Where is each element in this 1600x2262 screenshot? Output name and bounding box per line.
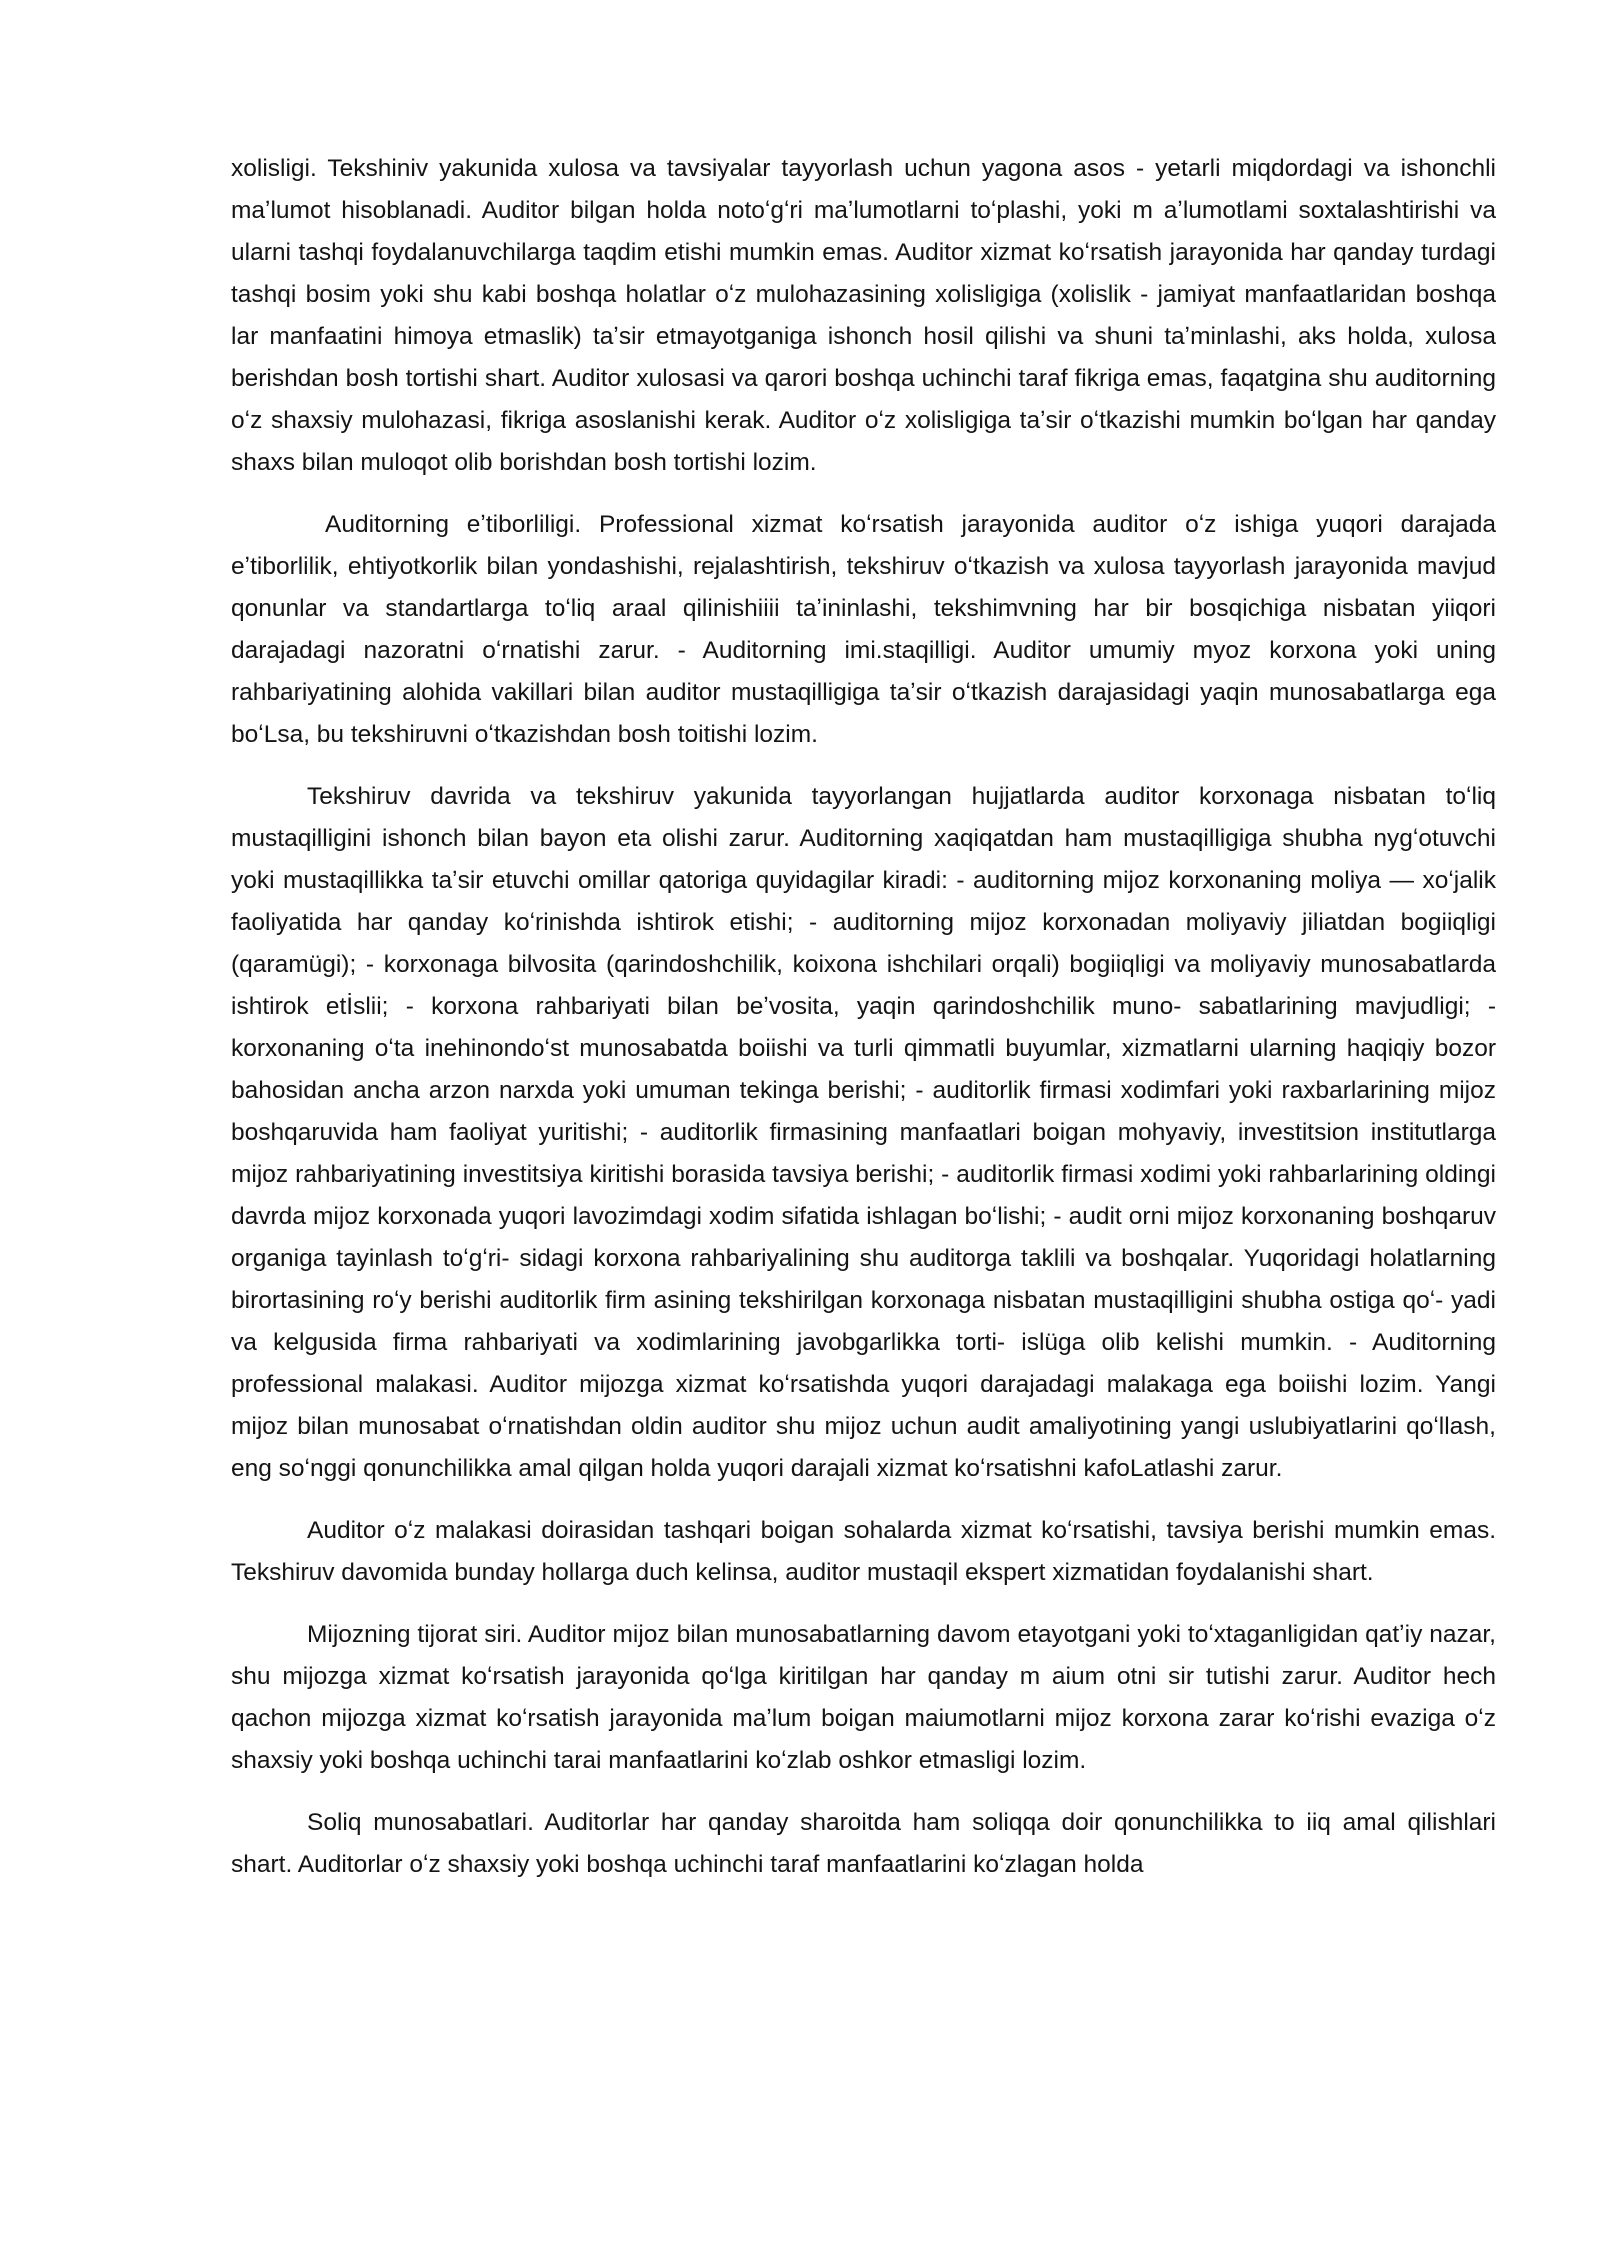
paragraph-xolisligi: xolisligi. Tekshiniv yakunida xulosa va tavsiyalar tayyorlash uchun yagona asos - yetarli miqdordagi va ishonchli maʼlumot hisoblanadi. Auditor bilgan holda notoʻgʻri maʼlumotlarni toʻplashi, yoki m aʼlumotlami soxtalashtirishi va ularni tashqi foydalanuvchilarga taqdim etishi mumkin emas. Auditor xizmat koʻrsatish jarayonida har qanday turdagi tashqi bosim yoki shu kabi boshqa holatlar oʻz mulohazasining xolisligiga (xolislik - jamiyat manfaatlaridan boshqa lar manfaatini himoya etmaslik) taʼsir etmayotganiga ishonch hosil qilishi va shuni taʼminlashi, aks holda, xulosa berishdan bosh tortishi shart. Auditor xulosasi va qarori boshqa uchinchi taraf fikriga emas, faqatgina shu auditorning oʻz shaxsiy mulohazasi, fikriga asoslanishi kerak. Auditor oʻz xolisligiga taʼsir oʻtkazishi mumkin boʻlgan har qanday shaxs bilan muloqot olib borishdan bosh tortishi lozim.: [231, 155, 1496, 476]
paragraph-mustaqillik: Tekshiruv davrida va tekshiruv yakunida tayyorlangan hujjatlarda auditor korxonaga nisbatan toʻliq mustaqilligini ishonch bilan bayon eta olishi zarur. Auditorning xaqiqatdan ham mustaqilligiga shubha nygʻotuvchi yoki mustaqillikka taʼsir etuvchi omillar qatoriga quyidagilar kiradi: - auditorning mijoz korxonaning moliya — xoʻjalik faoliyatida har qanday koʻrinishda ishtirok etishi; - auditorning mijoz korxonadan moliyaviy jiliatdan bogiiqligi (qaramügi); - korxonaga bilvosita (qarindoshchilik, koixona ishchilari orqali) bogiiqligi va moliyaviy munosabatlarda ishtirok etİslii; - korxona rahbariyati bilan beʼvosita, yaqin qarindoshchilik muno- sabatlarining mavjudligi; - korxonaning oʻta inehinondoʻst munosabatda boiishi va turli qimmatli buyumlar, xizmatlarni ularning haqiqiy bozor bahosidan ancha arzon narxda yoki umuman tekinga berishi; - auditorlik firmasi xodimfari yoki raxbarlarining mijoz boshqaruvida ham faoliyat yuritishi; - auditorlik firmasining manfaatlari boigan mohyaviy, investitsion institutlarga mijoz rahbariyatining investitsiya kiritishi borasida tavsiya berishi; - auditorlik firmasi xodimi yoki rahbarlarining oldingi davrda mijoz korxonada yuqori lavozimdagi xodim sifatida ishlagan boʻlishi; - audit orni mijoz korxonaning boshqaruv organiga tayinlash toʻgʻri- sidagi korxona rahbariyalining shu auditorga taklili va boshqalar. Yuqoridagi holatlarning birortasining roʻy berishi auditorlik firm asining tekshirilgan korxonaga nisbatan mustaqilligini shubha ostiga qoʻ- yadi va kelgusida firma rahbariyati va xodimlarining javobgarlikka torti- islüga olib kelishi mumkin. - Auditorning professional malakasi. Auditor mijozga xizmat koʻrsatishda yuqori darajadagi malakaga ega boiishi lozim. Yangi mijoz bilan munosabat oʻrnatishdan oldin auditor shu mijoz uchun audit amaliyotining yangi uslubiyatlarini qoʻllash, eng soʻnggi qonunchilikka amal qilgan holda yuqori darajali xizmat koʻrsatishni kafoLatlashi zarur.: [231, 783, 1496, 1482]
document-body: [231, 148, 1496, 1906]
paragraph-tijorat-siri: Mijozning tijorat siri. Auditor mijoz bilan munosabatlarning davom etayotgani yoki toʻxtaganligidan qatʼiy nazar, shu mijozga xizmat koʻrsatish jarayonida qoʻlga kiritilgan har qanday m aium otni sir tutishi zarur. Auditor hech qachon mijozga xizmat koʻrsatish jarayonida maʼlum boigan maiumotlarni mijoz korxona zarar koʻrishi evaziga oʻz shaxsiy yoki boshqa uchinchi tarai manfaatlarini koʻzlab oshkor etmasligi lozim.: [231, 1621, 1496, 1774]
paragraph-etiborliligi: Auditorning eʼtiborliligi. Professional xizmat koʻrsatish jarayonida auditor oʻz ishiga yuqori darajada eʼtiborlilik, ehtiyotkorlik bilan yondashishi, rejalashtirish, tekshiruv oʻtkazish va xulosa tayyorlash jarayonida mavjud qonunlar va standartlarga toʻliq araal qilinishiiii taʼininlashi, tekshimvning har bir bosqichiga nisbatan yiiqori darajadagi nazoratni oʻrnatishi zarur. - Auditorning imi.staqilligi. Auditor umumiy myoz korxona yoki uning rahbariyatining alohida vakillari bilan auditor mustaqilligiga taʼsir oʻtkazish darajasidagi yaqin munosabatlarga ega boʻLsa, bu tekshiruvni oʻtkazishdan bosh toitishi lozim.: [231, 511, 1496, 748]
paragraph-soliq: Soliq munosabatlari. Auditorlar har qanday sharoitda ham soliqqa doir qonunchilikka to iiq amal qilishlari shart. Auditorlar oʻz shaxsiy yoki boshqa uchinchi taraf manfaatlarini koʻzlagan holda: [231, 1809, 1496, 1878]
paragraph-malaka: Auditor oʻz malakasi doirasidan tashqari boigan sohalarda xizmat koʻrsatishi, tavsiya berishi mumkin emas. Tekshiruv davomida bunday hollarga duch kelinsa, auditor mustaqil ekspert xizmatidan foydalanishi shart.: [231, 1517, 1496, 1586]
